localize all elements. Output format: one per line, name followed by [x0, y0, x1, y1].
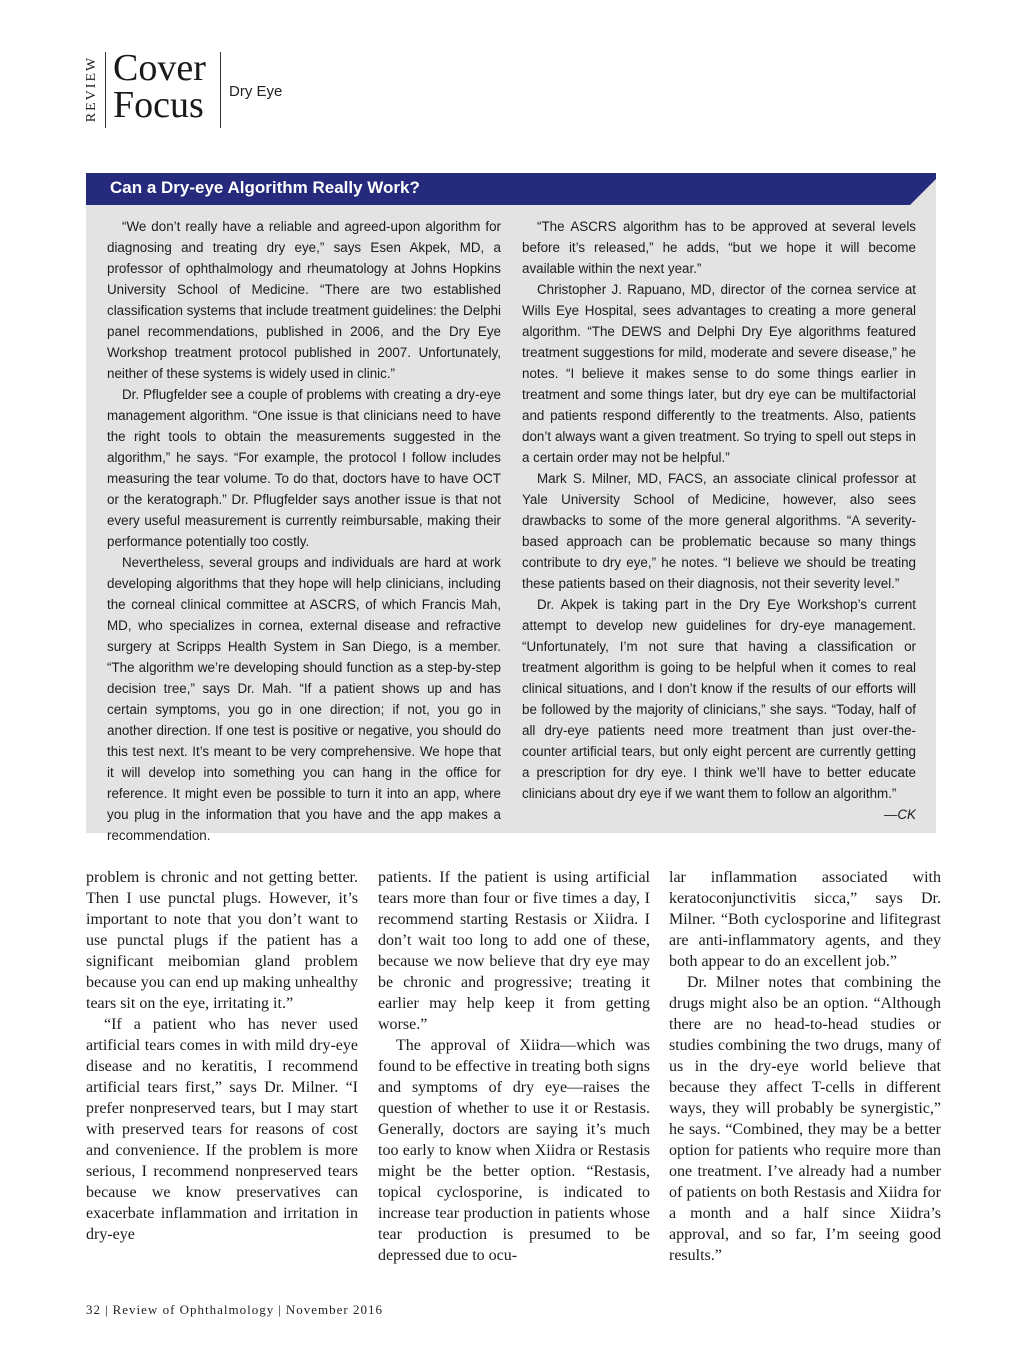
footer-separator: | [105, 1302, 109, 1317]
footer-separator: | [278, 1302, 282, 1317]
page-number: 32 [86, 1302, 101, 1317]
sidebar-paragraph: “The ASCRS algorithm has to be approved at several levels before it’s released,” he adds, “but we hope it will become available within the next year.” [522, 219, 916, 276]
body-column-1 [86, 867, 358, 1245]
review-label [81, 50, 103, 128]
sidebar-signature: —CK [884, 807, 916, 822]
body-paragraph: Dr. Milner notes that combining the drugs might also be an option. “Although there are no head-to-head studies or studies combining the two drugs, many of us in the dry-eye world believe that because they affect T-cells in different ways, they will probably be synergistic,” he says. “Combined, they may be a better option for patients who require more than one treatment. I’ve already had a number of patients on both Restasis and Xiidra for a month and a half since Xiidra’s approval, and so far, I’m seeing good results.” [669, 974, 941, 1264]
sidebar-paragraph: Christopher J. Rapuano, MD, director of the cornea service at Wills Eye Hospital, sees advantages to creating a more general algorithm. “The DEWS and Delphi Dry Eye algorithms featured treatment suggestions for mild, moderate and severe disease,” he notes. “I believe it makes sense to do some things earlier in treatment and some things later, but dry eye can be multifactorial and patients respond differently to the treatments. Also, patients don’t always want a given treatment. So trying to spell out steps in a certain order may not be helpful.” [522, 282, 916, 465]
body-paragraph: problem is chronic and not getting better. Then I use punctal plugs. However, it’s important to note that you don’t want to use punctal plugs if the patient has a significant meibomian gland problem because you can end up making unhealthy tears sit on the eye, irritating it.” [86, 869, 358, 1012]
review-label-text: REVIEW [84, 55, 99, 123]
magazine-name: Review of Ophthalmology [112, 1302, 275, 1317]
body-paragraph: “If a patient who has never used artificial tears comes in with mild dry-eye disease and no keratitis, I recommend artificial tears first,” says Dr. Milner. “I prefer nonpreserved tears, but I may start with preserved tears for reasons of cost and convenience. If the problem is more serious, I recommend nonpreserved tears because we know preservatives can exacerbate inflammation and irritation in dry-eye [86, 1016, 358, 1243]
focus-word: Focus [113, 84, 204, 126]
issue-date: November 2016 [285, 1302, 383, 1317]
sidebar-paragraph: Nevertheless, several groups and individuals are hard at work developing algorithms that they hope will help clinicians, including the corneal clinical committee at ASCRS, of which Francis Mah, MD, who specializes in cornea, external disease and refractive surgery at Scripps Health System in San Diego, is a member. “The algorithm we’re developing should function as a step-by-step decision tree,” says Dr. Mah. “If a patient shows up and has certain symptoms, you go in one direction; if not, you go in another direction. If one test is positive or negative, you should do this test next. It’s meant to be very comprehensive. We hope that it will develop into something you can hang in the office for reference. It might even be possible to turn it into an app, where you plug in the information that you have and the app makes a recommendation. [107, 555, 501, 843]
body-paragraph: patients. If the patient is using artificial tears more than four or five times a day, I recommend starting Restasis or Xiidra. I don’t wait too long to add one of these, because we now believe that dry eye may be chronic and progressive; treating it earlier may help keep it from getting worse.” [378, 869, 650, 1033]
section-label: Dry Eye [229, 83, 283, 100]
header-divider-right [220, 52, 221, 128]
cover-word: Cover [113, 47, 206, 89]
body-paragraph: lar inflammation associated with keratoconjunctivitis sicca,” says Dr. Milner. “Both cyclosporine and lifitegrast are anti-inflammatory agents, and they both appear to do an excellent job.” [669, 869, 941, 970]
sidebar-right-column [522, 216, 916, 825]
sidebar-paragraph: Mark S. Milner, MD, FACS, an associate clinical professor at Yale University School of Medicine, however, also sees drawbacks to some of the more general algorithms. “A severity-based approach can be problematic because so many things contribute to dry eye,” he notes. “I believe we should be treating these patients based on their diagnosis, not their severity level.” [522, 471, 916, 591]
sidebar-paragraph: Dr. Akpek is taking part in the Dry Eye Workshop’s current attempt to develop new guidelines for dry-eye management. “Unfortunately, I’m not sure that having a classification or treatment algorithm is going to be helpful when it comes to real clinical situations, and I don’t know if the results of our efforts will be followed by the majority of clinicians,” she says. “Today, half of all dry-eye patients need more treatment than just over-the-counter artificial tears, but only eight percent are currently getting a prescription for dry eye. I think we’ll have to better educate clinicians about dry eye if we want them to follow an algorithm.” [522, 597, 916, 801]
cover-focus-title [113, 47, 206, 126]
page-footer [86, 1302, 383, 1318]
sidebar-box [86, 173, 936, 843]
sidebar-paragraph: Dr. Pflugfelder see a couple of problems with creating a dry-eye management algorithm. “One issue is that clinicians need to have the right tools to obtain the measurements suggested in the algorithm,” he says. “For example, the protocol I follow includes measuring the tear volume. To do that, doctors have to have OCT or the keratograph.” Dr. Pflugfelder says another issue is that not every useful measurement is currently reimbursable, making their performance potentially too costly. [107, 387, 501, 549]
header-divider-left [105, 52, 106, 128]
body-column-3 [669, 867, 941, 1266]
body-paragraph: The approval of Xiidra—which was found to be effective in treating both signs and symptoms of dry eye—raises the question of whether to use it or Restasis. Generally, doctors are saying it’s much too early to know when Xiidra or Restasis might be the better option. “Restasis, topical cyclosporine, is indicated to increase tear production in patients whose tear production is presumed to be depressed due to ocu- [378, 1037, 650, 1264]
sidebar-left-column [107, 216, 501, 846]
sidebar-paragraph: “We don’t really have a reliable and agreed-upon algorithm for diagnosing and treating dry eye,” says Esen Akpek, MD, a professor of ophthalmology and rheumatology at Johns Hopkins University School of Medicine. “There are two established classification systems that include treatment guidelines: the Delphi panel recommendations, published in 2006, and the Dry Eye Workshop treatment protocol published in 2007. Unfortunately, neither of these systems is widely used in clinic.” [107, 219, 501, 381]
body-column-2 [378, 867, 650, 1266]
sidebar-title: Can a Dry-eye Algorithm Really Work? [110, 178, 420, 197]
